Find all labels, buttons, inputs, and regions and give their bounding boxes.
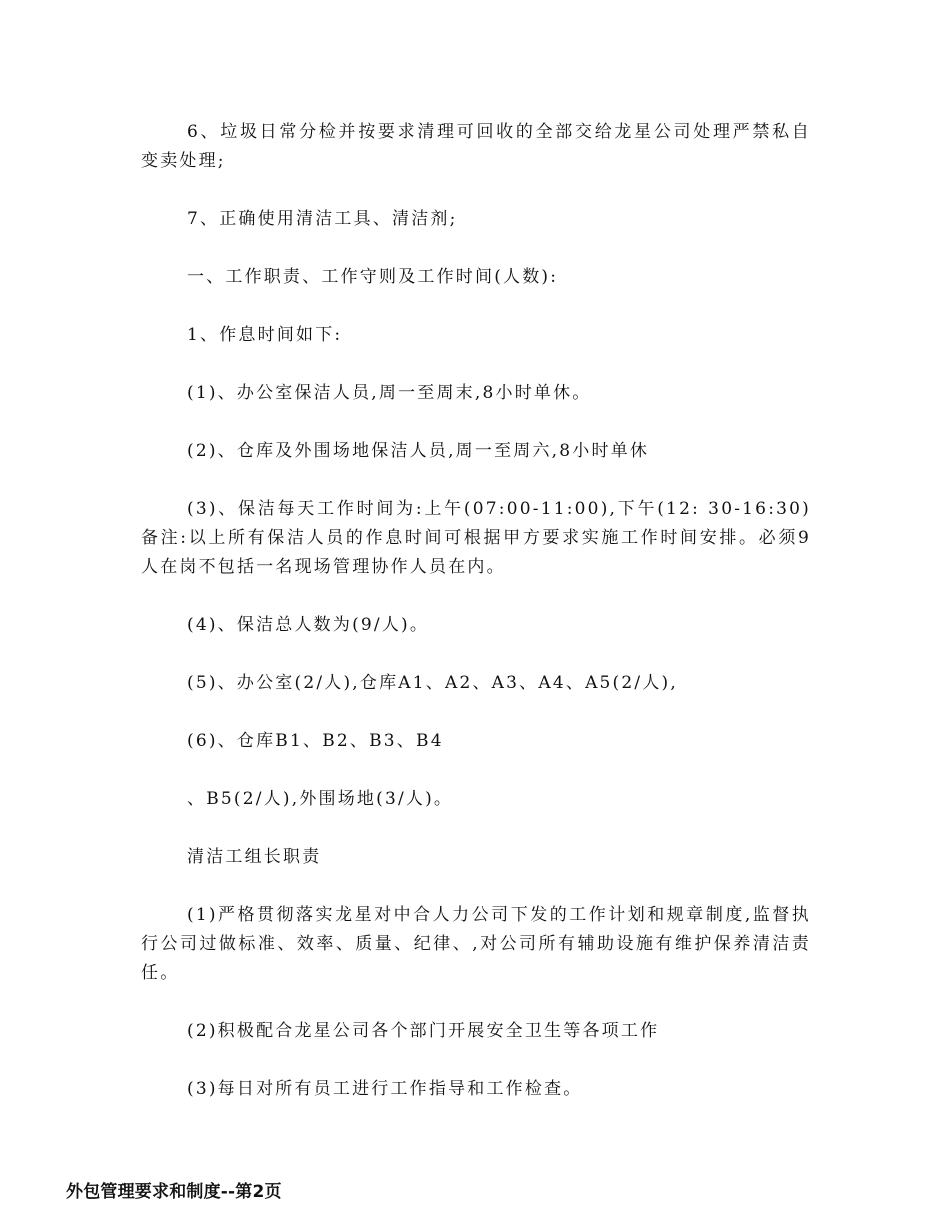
paragraph-item-6: 6、垃圾日常分检并按要求清理可回收的全部交给龙星公司处理严禁私自变卖处理; (141, 122, 811, 171)
paragraph-office-warehouse-a: (5)、办公室(2/人),仓库A1、A2、A3、A4、A5(2/人), (187, 673, 678, 693)
paragraph-rest-time: 1、作息时间如下: (187, 325, 343, 345)
paragraph-working-hours: (3)、保洁每天工作时间为:上午(07:00-11:00),下午(12: 30-16:30)备注:以上所有保洁人员的作息时间可根据甲方要求实施工作时间安排。必须9人在岗不包括一名现场管理协作人员在内。 (141, 499, 811, 577)
paragraph-leader-duty-2: (2)积极配合龙星公司各个部门开展安全卫生等各项工作 (187, 1021, 660, 1041)
paragraph-warehouse-b: (6)、仓库B1、B2、B3、B4 (187, 731, 444, 751)
paragraph-leader-duty-3: (3)每日对所有员工进行工作指导和工作检查。 (187, 1079, 583, 1099)
section-heading-team-leader: 清洁工组长职责 (187, 847, 322, 867)
page-footer: 外包管理要求和制度--第2页 (66, 1182, 282, 1202)
paragraph-item-7: 7、正确使用清洁工具、清洁剂; (187, 209, 458, 229)
paragraph-total-staff: (4)、保洁总人数为(9/人)。 (187, 615, 430, 635)
paragraph-warehouse-b5-outdoor: 、B5(2/人),外围场地(3/人)。 (187, 789, 454, 809)
document-body (141, 118, 811, 1133)
section-heading-duties: 一、工作职责、工作守则及工作时间(人数): (187, 267, 559, 287)
paragraph-warehouse-staff: (2)、仓库及外围场地保洁人员,周一至周六,8小时单休 (187, 441, 650, 461)
paragraph-leader-duty-1: (1)严格贯彻落实龙星对中合人力公司下发的工作计划和规章制度,监督执行公司过做标准、效率、质量、纪律、,对公司所有辅助设施有维护保养清洁责任。 (141, 905, 811, 983)
paragraph-office-staff: (1)、办公室保洁人员,周一至周末,8小时单休。 (187, 383, 592, 403)
